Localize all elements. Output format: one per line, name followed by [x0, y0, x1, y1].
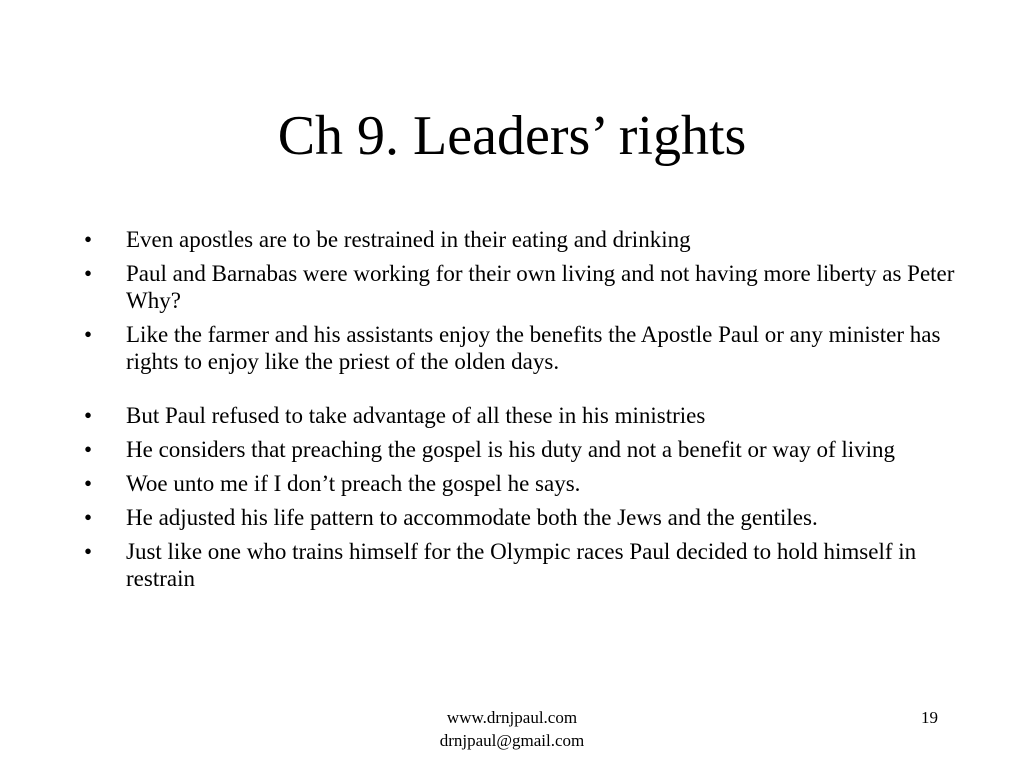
bullet-item — [84, 436, 964, 463]
bullet-point-icon: • — [84, 227, 93, 252]
slide-number: 19 — [921, 708, 938, 727]
bullet-text: Just like one who trains himself for the Olympic races Paul decided to hold himself in restrain — [126, 539, 917, 591]
bullet-item — [84, 504, 964, 531]
footer-email: drnjpaul@gmail.com — [439, 731, 585, 750]
bullet-point-icon: • — [84, 322, 93, 347]
bullet-point-icon: • — [84, 471, 93, 496]
bullet-item — [84, 321, 964, 375]
bullet-text: Like the farmer and his assistants enjoy the benefits the Apostle Paul or any minister has rights to enjoy like the priest of the olden days. — [126, 322, 941, 374]
bullet-list — [84, 226, 964, 599]
bullet-point-icon: • — [84, 403, 93, 428]
bullet-text: Paul and Barnabas were working for their own living and not having more liberty as Peter Why? — [126, 261, 955, 313]
bullet-text: He considers that preaching the gospel is his duty and not a benefit or way of living — [126, 437, 896, 462]
bullet-text: Even apostles are to be restrained in their eating and drinking — [126, 227, 691, 252]
bullet-point-icon: • — [84, 539, 93, 564]
bullet-item — [84, 538, 964, 592]
bullet-item — [84, 470, 964, 497]
bullet-point-icon: • — [84, 505, 93, 530]
bullet-text: But Paul refused to take advantage of all these in his ministries — [126, 403, 706, 428]
slide-title: Ch 9. Leaders’ rights — [277, 105, 747, 167]
bullet-text: He adjusted his life pattern to accommodate both the Jews and the gentiles. — [126, 505, 818, 530]
bullet-item — [84, 260, 964, 314]
bullet-text: Woe unto me if I don’t preach the gospel he says. — [126, 471, 581, 496]
footer-website: www.drnjpaul.com — [446, 708, 578, 727]
footer-contact — [362, 706, 662, 752]
bullet-point-icon: • — [84, 261, 93, 286]
bullet-point-icon: • — [84, 437, 93, 462]
bullet-item — [84, 402, 964, 429]
bullet-item — [84, 226, 964, 253]
